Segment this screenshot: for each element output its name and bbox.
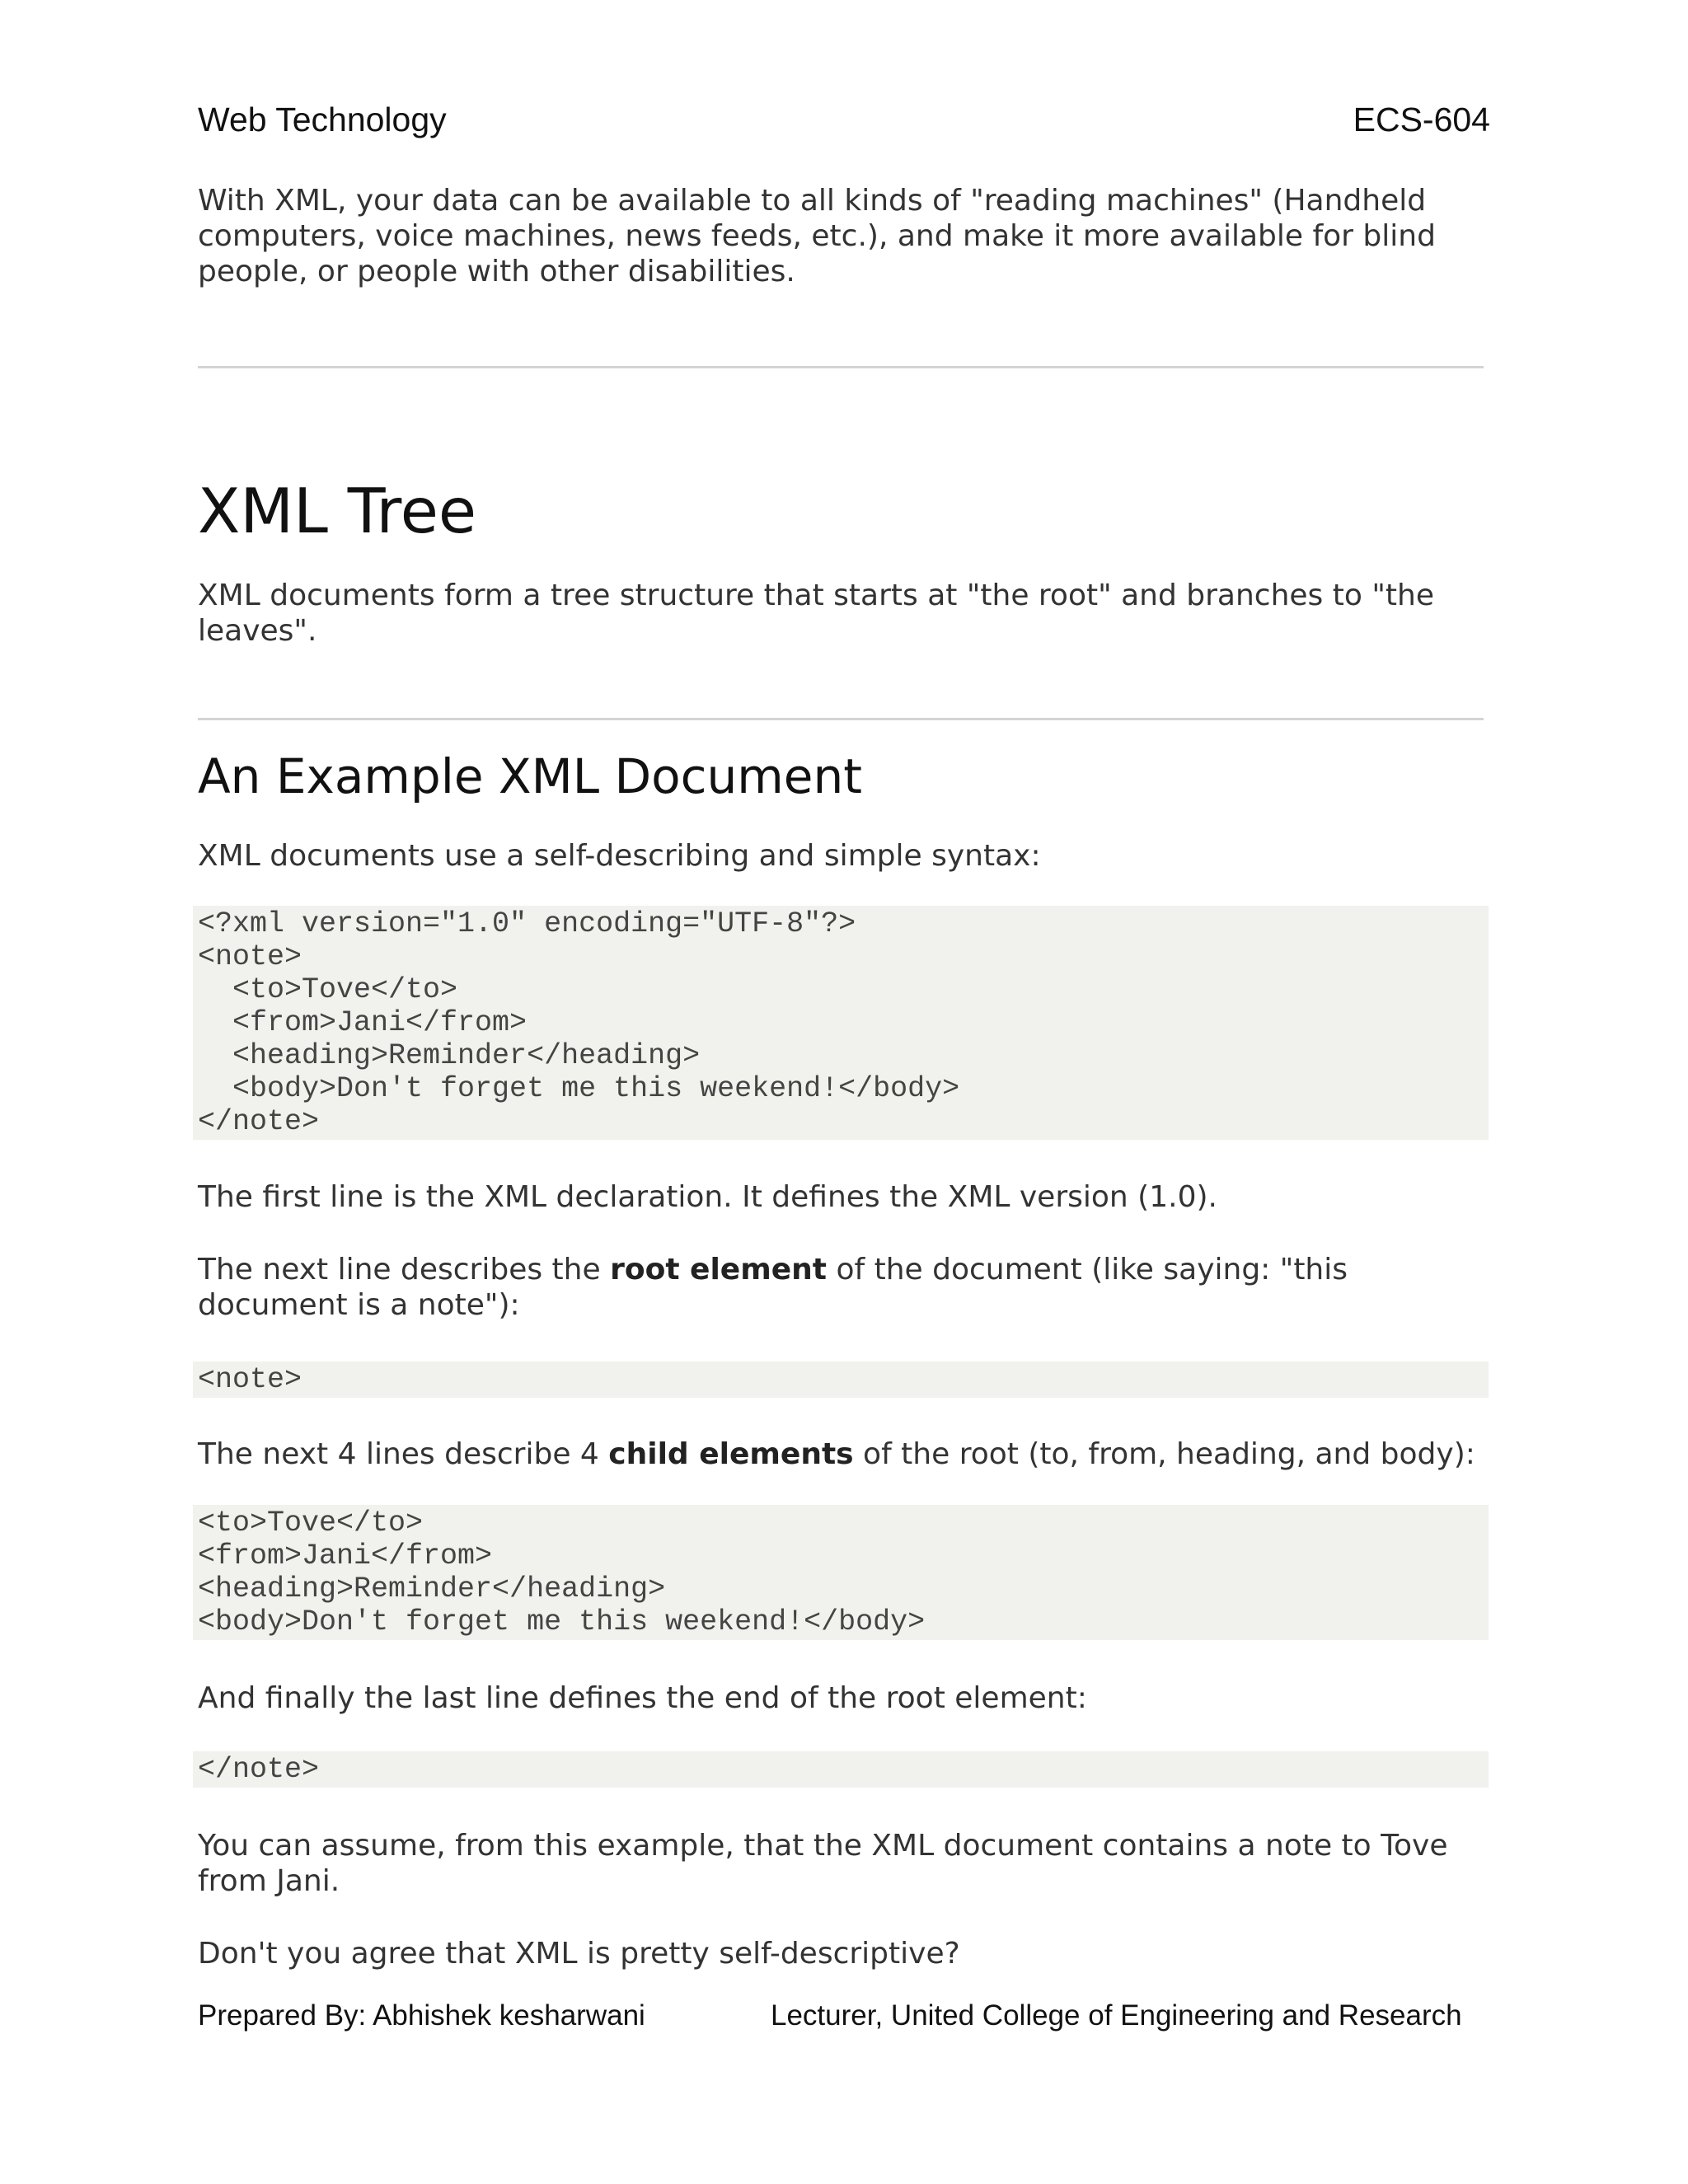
divider: [198, 718, 1484, 720]
agree-paragraph: Don't you agree that XML is pretty self-descriptive?: [198, 1937, 960, 1971]
example-title: An Example XML Document: [198, 748, 862, 804]
code-block-children: <to>Tove</to> <from>Jani</from> <heading>Reminder</heading> <body>Don't forget me this weekend!</body>: [193, 1505, 1489, 1640]
header-course-code: ECS-604: [1353, 101, 1490, 138]
divider: [198, 366, 1484, 368]
last-line-paragraph: And finally the last line defines the end of the root element:: [198, 1681, 1087, 1715]
footer-author: Prepared By: Abhishek kesharwani: [198, 1999, 645, 2032]
root-element-paragraph: The next line describes the root element of the document (like saying: "this document is a note"):: [198, 1253, 1348, 1322]
example-paragraph: XML documents use a self-describing and simple syntax:: [198, 839, 1041, 873]
footer-affiliation: Lecturer, United College of Engineering and Research: [771, 1999, 1462, 2032]
code-block-root: <note>: [193, 1361, 1489, 1398]
child-elements-term: child elements: [608, 1437, 854, 1471]
page-body: [198, 183, 1484, 1971]
first-line-paragraph: The first line is the XML declaration. It defines the XML version (1.0).: [198, 1180, 1217, 1214]
code-block-end: </note>: [193, 1751, 1489, 1788]
child-elements-paragraph: The next 4 lines describe 4 child elements of the root (to, from, heading, and body):: [198, 1437, 1475, 1471]
section-title: XML Tree: [198, 475, 476, 547]
root-element-term: root element: [610, 1253, 827, 1286]
intro-paragraph: With XML, your data can be available to all kinds of "reading machines" (Handheld computers, voice machines, news feeds, etc.), and make it more available for blind people, or people with other disabilities.: [198, 184, 1436, 288]
assume-paragraph: You can assume, from this example, that the XML document contains a note to Tove from Jani.: [198, 1829, 1448, 1898]
header-course-name: Web Technology: [198, 101, 447, 138]
page-header: [198, 101, 1490, 139]
section-paragraph: XML documents form a tree structure that starts at "the root" and branches to "the leaves".: [198, 579, 1434, 648]
code-block-full: <?xml version="1.0" encoding="UTF-8"?> <note> <to>Tove</to> <from>Jani</from> <heading>Reminder</heading> <body>Don't forget me this weekend!</body> </note>: [193, 906, 1489, 1140]
